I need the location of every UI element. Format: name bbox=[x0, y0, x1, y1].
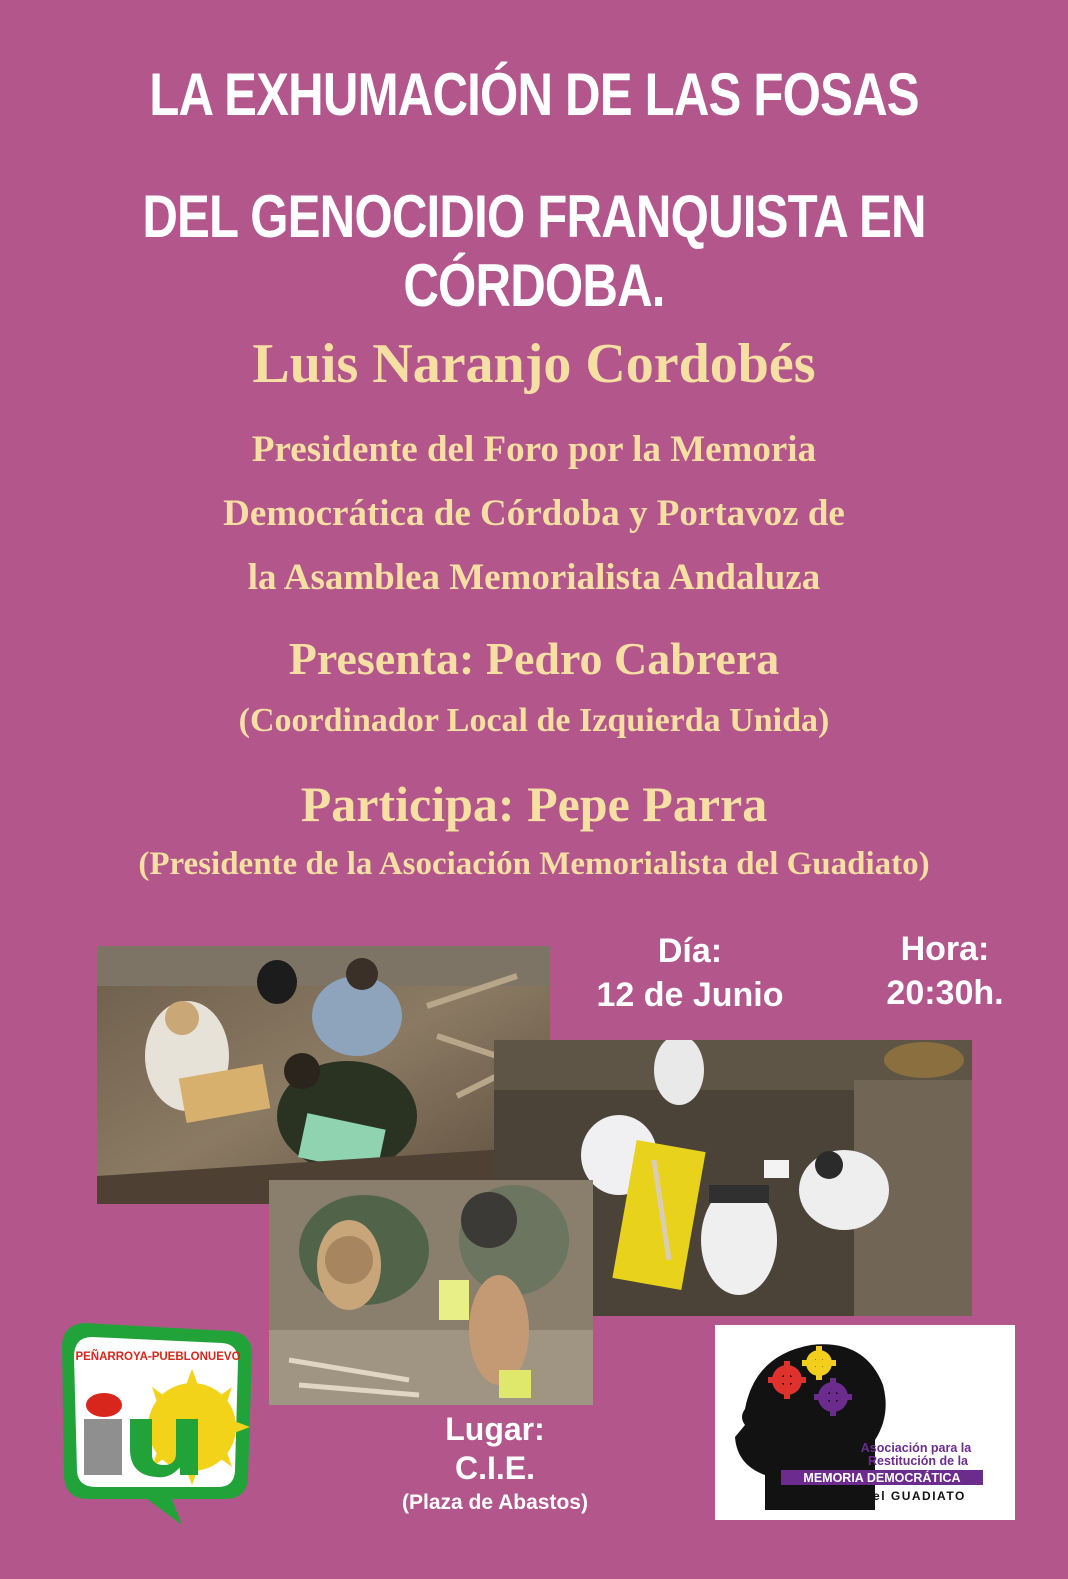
speaker-role-line: Democrática de Córdoba y Portavoz de bbox=[223, 493, 845, 534]
participant-line: Participa: Pepe Parra bbox=[300, 776, 768, 832]
place-block bbox=[380, 1410, 610, 1518]
time-value: 20:30h. bbox=[886, 974, 1004, 1012]
iu-arc-text: PEÑARROYA-PUEBLONUEVO bbox=[75, 1351, 241, 1363]
memoria-guadiato-logo bbox=[715, 1325, 1015, 1520]
presenter-line: Presenta: Pedro Cabrera bbox=[288, 633, 780, 684]
participant-detail: (Presidente de la Asociación Memorialista del Guadiato) bbox=[138, 846, 930, 882]
date-value: 12 de Junio bbox=[596, 976, 784, 1014]
title-line-1: LA EXHUMACIÓN DE LAS FOSAS bbox=[149, 61, 919, 128]
date-label: Día: bbox=[657, 932, 723, 970]
title-line-2: DEL GENOCIDIO FRANQUISTA EN CÓRDOBA. bbox=[142, 183, 926, 319]
place-value: C.I.E. bbox=[454, 1450, 535, 1486]
speaker-name: Luis Naranjo Cordobés bbox=[252, 333, 816, 395]
place-detail: (Plaza de Abastos) bbox=[402, 1491, 588, 1514]
date-block bbox=[560, 930, 820, 1018]
assoc-line-4: del GUADIATO bbox=[864, 1489, 966, 1503]
presenter-detail: (Coordinador Local de Izquierda Unida) bbox=[238, 702, 830, 739]
iu-party-logo bbox=[52, 1317, 264, 1529]
speaker-role-line: Presidente del Foro por la Memoria bbox=[251, 429, 817, 470]
assoc-line-3: MEMORIA DEMOCRÁTICA bbox=[803, 1471, 961, 1485]
speaker-role bbox=[0, 418, 1068, 610]
time-label: Hora: bbox=[900, 930, 990, 968]
excavation-photo-3 bbox=[269, 1180, 593, 1405]
excavation-photo-1 bbox=[97, 946, 550, 1204]
speaker-role-line: la Asamblea Memorialista Andaluza bbox=[247, 557, 821, 598]
assoc-line-1: Asociación para la bbox=[860, 1441, 972, 1455]
place-label: Lugar: bbox=[445, 1411, 545, 1447]
assoc-line-2: Restitución de la bbox=[867, 1454, 969, 1468]
time-block bbox=[860, 928, 1030, 1016]
